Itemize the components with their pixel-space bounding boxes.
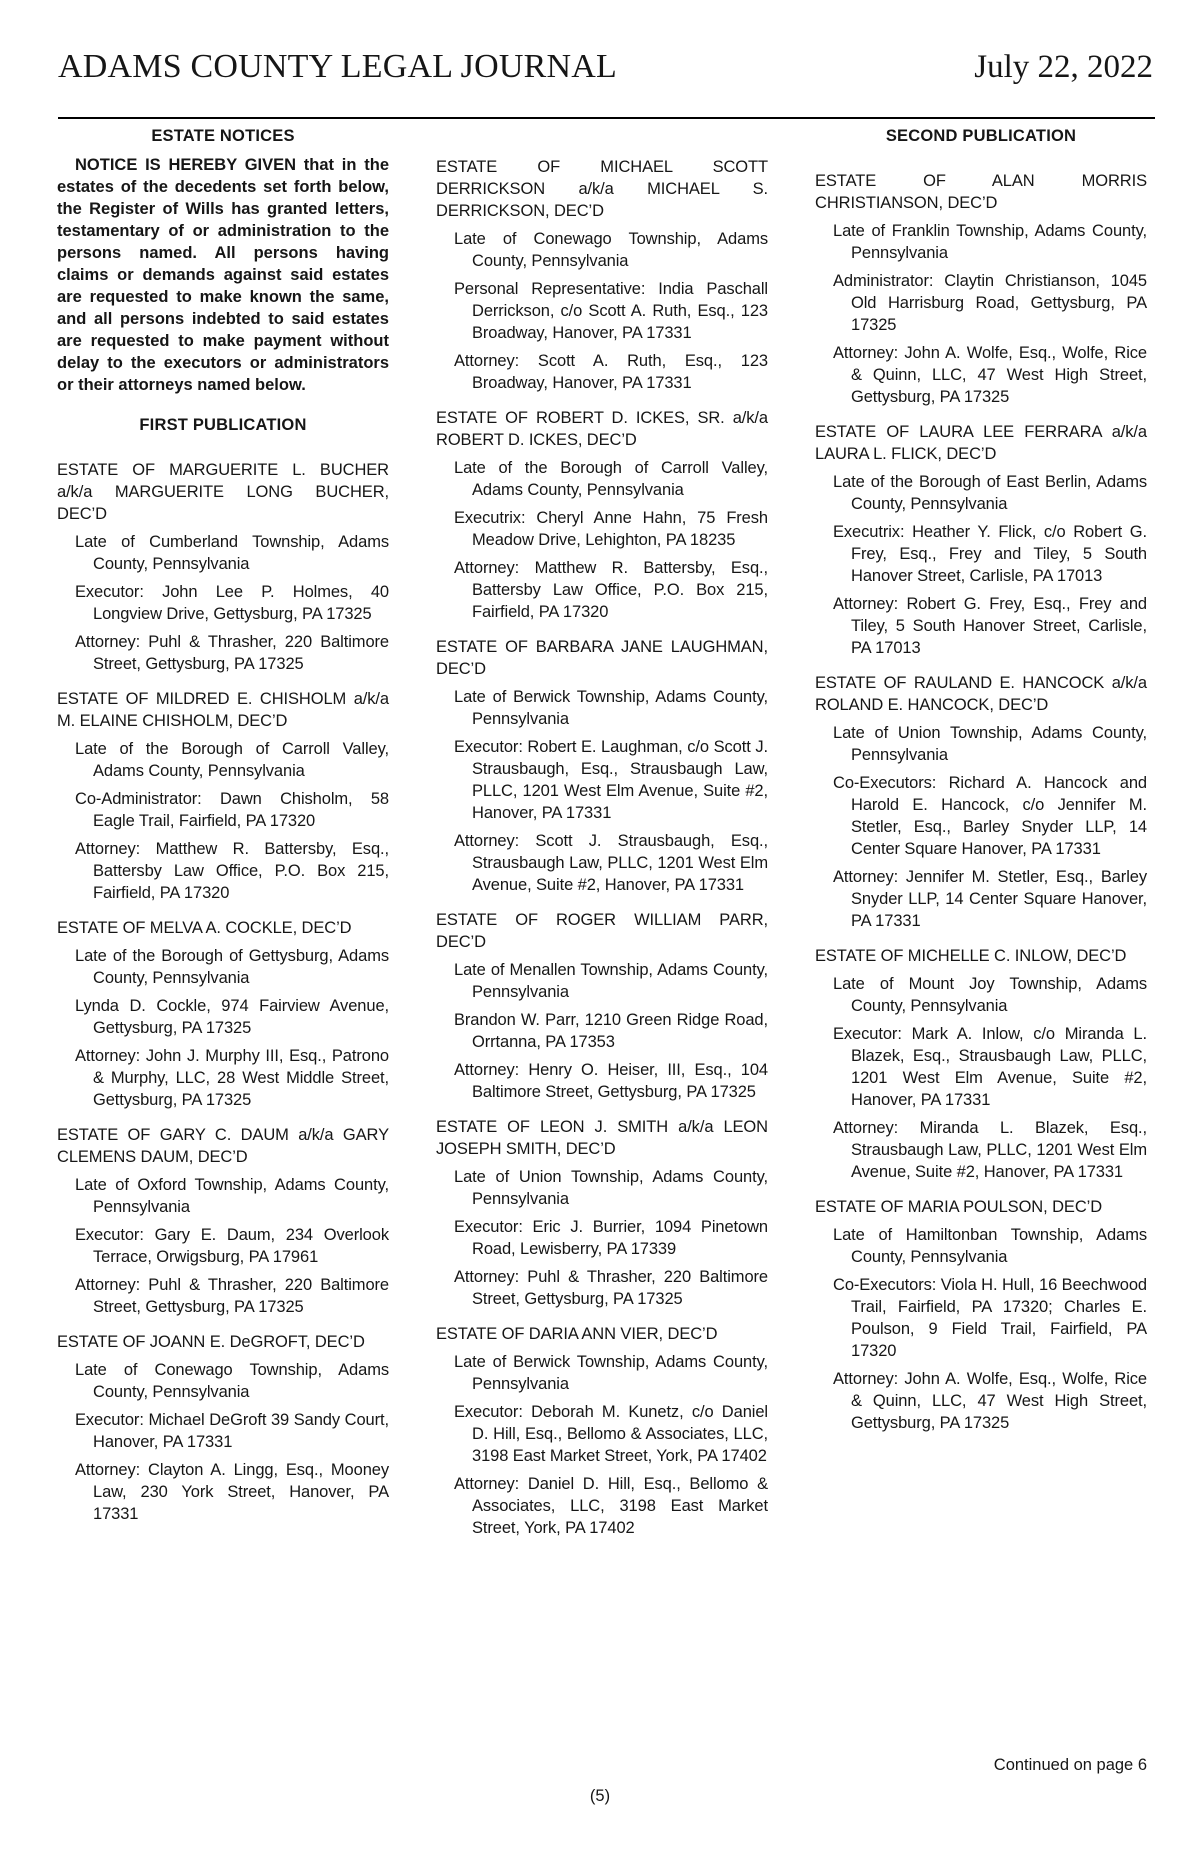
estate-detail: Late of Menallen Township, Adams County, Pennsylvania	[454, 961, 768, 1001]
estate-detail: Attorney: Miranda L. Blazek, Esq., Strausbaugh Law, PLLC, 1201 West Elm Avenue, Suite #2, Hanover, PA 17331	[833, 1119, 1147, 1181]
estate-detail: Attorney: John A. Wolfe, Esq., Wolfe, Rice & Quinn, LLC, 47 West High Street, Gettysburg, PA 17325	[833, 344, 1147, 406]
estate-detail: Attorney: Jennifer M. Stetler, Esq., Barley Snyder LLP, 14 Center Square Hanover, PA 17331	[833, 868, 1147, 930]
estate-detail: Attorney: Scott A. Ruth, Esq., 123 Broadway, Hanover, PA 17331	[454, 352, 768, 392]
estate-detail: Late of Berwick Township, Adams County, Pennsylvania	[454, 1353, 768, 1393]
estate-detail: Executor: Michael DeGroft 39 Sandy Court, Hanover, PA 17331	[75, 1411, 389, 1451]
estate-title: ESTATE OF JOANN E. DeGROFT, DEC’D	[57, 1333, 365, 1351]
estate-notice	[815, 659, 1147, 932]
estate-detail: Attorney: Robert G. Frey, Esq., Frey and Tiley, 5 South Hanover Street, Carlisle, PA 17013	[833, 595, 1147, 657]
estate-detail: Attorney: Matthew R. Battersby, Esq., Battersby Law Office, P.O. Box 215, Fairfield, PA 17320	[75, 840, 389, 902]
estate-notice	[815, 408, 1147, 659]
estate-notice	[57, 904, 389, 1111]
estate-notice	[436, 394, 768, 623]
estate-detail: Executor: Mark A. Inlow, c/o Miranda L. Blazek, Esq., Strausbaugh Law, PLLC, 1201 West Elm Avenue, Suite #2, Hanover, PA 17331	[833, 1025, 1147, 1109]
estate-title: ESTATE OF ROGER WILLIAM PARR, DEC’D	[436, 911, 768, 951]
page-number: (5)	[589, 1787, 611, 1805]
journal-title: ADAMS COUNTY LEGAL JOURNAL	[58, 48, 617, 85]
estate-detail: Late of Conewago Township, Adams County, Pennsylvania	[75, 1361, 389, 1401]
estate-title: ESTATE OF MICHELLE C. INLOW, DEC’D	[815, 947, 1127, 965]
estate-notice	[436, 1310, 768, 1539]
estate-detail: Co-Executors: Richard A. Hancock and Harold E. Hancock, c/o Jennifer M. Stetler, Esq., Barley Snyder LLP, 14 Center Square Hanover, PA 17331	[833, 774, 1147, 858]
estate-detail: Late of Franklin Township, Adams County, Pennsylvania	[833, 222, 1147, 262]
estate-notices-intro: NOTICE IS HEREBY GIVEN that in the estates of the decedents set forth below, the Register of Wills has granted letters, testamentary of or administration to the persons named. All persons having claims or demands against said estates are requested to make known the same, and all persons indebted to said estates are requested to make payment without delay to the executors or administrators or their attorneys named below.	[57, 156, 389, 394]
estate-notice	[815, 157, 1147, 408]
estate-detail: Attorney: Daniel D. Hill, Esq., Bellomo & Associates, LLC, 3198 East Market Street, York, PA 17402	[454, 1475, 768, 1537]
estate-notice	[436, 623, 768, 896]
estate-detail: Executor: John Lee P. Holmes, 40 Longview Drive, Gettysburg, PA 17325	[75, 583, 389, 623]
estate-detail: Late of Oxford Township, Adams County, Pennsylvania	[75, 1176, 389, 1216]
estate-title: ESTATE OF MICHAEL SCOTT DERRICKSON a/k/a MICHAEL S. DERRICKSON, DEC’D	[436, 158, 768, 220]
masthead	[58, 48, 1153, 86]
estate-detail: Late of Union Township, Adams County, Pennsylvania	[833, 724, 1147, 764]
estate-detail: Brandon W. Parr, 1210 Green Ridge Road, Orrtanna, PA 17353	[454, 1011, 768, 1051]
estate-detail: Late of the Borough of East Berlin, Adams County, Pennsylvania	[833, 473, 1147, 513]
estate-title: ESTATE OF GARY C. DAUM a/k/a GARY CLEMENS DAUM, DEC’D	[57, 1126, 389, 1166]
estate-title: ESTATE OF ALAN MORRIS CHRISTIANSON, DEC’D	[815, 172, 1147, 212]
estate-detail: Lynda D. Cockle, 974 Fairview Avenue, Gettysburg, PA 17325	[75, 997, 389, 1037]
estate-detail: Administrator: Claytin Christianson, 1045 Old Harrisburg Road, Gettysburg, PA 17325	[833, 272, 1147, 334]
estate-notice	[436, 1103, 768, 1310]
estate-title: ESTATE OF DARIA ANN VIER, DEC’D	[436, 1325, 718, 1343]
estate-notice	[57, 1318, 389, 1525]
estate-title: ESTATE OF LEON J. SMITH a/k/a LEON JOSEPH SMITH, DEC’D	[436, 1118, 768, 1158]
estate-detail: Executrix: Heather Y. Flick, c/o Robert G. Frey, Esq., Frey and Tiley, 5 South Hanover Street, Carlisle, PA 17013	[833, 523, 1147, 585]
estate-title: ESTATE OF LAURA LEE FERRARA a/k/a LAURA L. FLICK, DEC’D	[815, 423, 1147, 463]
estate-detail: Attorney: Henry O. Heiser, III, Esq., 104 Baltimore Street, Gettysburg, PA 17325	[454, 1061, 768, 1101]
publication-section-heading: ESTATE NOTICES	[151, 127, 295, 145]
estate-title: ESTATE OF MELVA A. COCKLE, DEC’D	[57, 919, 352, 937]
estate-title: ESTATE OF MILDRED E. CHISHOLM a/k/a M. ELAINE CHISHOLM, DEC’D	[57, 690, 389, 730]
estate-detail: Personal Representative: India Paschall Derrickson, c/o Scott A. Ruth, Esq., 123 Broadway, Hanover, PA 17331	[454, 280, 768, 342]
continuation-note: Continued on page 6	[993, 1756, 1147, 1774]
estate-detail: Late of the Borough of Carroll Valley, Adams County, Pennsylvania	[75, 740, 389, 780]
publication-section-heading: SECOND PUBLICATION	[885, 127, 1077, 145]
estate-detail: Attorney: John J. Murphy III, Esq., Patrono & Murphy, LLC, 28 West Middle Street, Gettysburg, PA 17325	[75, 1047, 389, 1109]
estate-detail: Co-Administrator: Dawn Chisholm, 58 Eagle Trail, Fairfield, PA 17320	[75, 790, 389, 830]
estate-detail: Late of Hamiltonban Township, Adams County, Pennsylvania	[833, 1226, 1147, 1266]
masthead-divider-rule	[58, 117, 1155, 119]
estate-detail: Attorney: John A. Wolfe, Esq., Wolfe, Rice & Quinn, LLC, 47 West High Street, Gettysburg, PA 17325	[833, 1370, 1147, 1432]
estate-detail: Late of Conewago Township, Adams County, Pennsylvania	[454, 230, 768, 270]
estate-detail: Co-Executors: Viola H. Hull, 16 Beechwood Trail, Fairfield, PA 17320; Charles E. Poulson, 9 Field Trail, Fairfield, PA 17320	[833, 1276, 1147, 1360]
estate-detail: Late of the Borough of Carroll Valley, Adams County, Pennsylvania	[454, 459, 768, 499]
estate-notice	[57, 675, 389, 904]
publication-section-heading: FIRST PUBLICATION	[139, 416, 307, 434]
estate-detail: Executor: Robert E. Laughman, c/o Scott J. Strausbaugh, Esq., Strausbaugh Law, PLLC, 1201 West Elm Avenue, Suite #2, Hanover, PA 17331	[454, 738, 768, 822]
estate-detail: Attorney: Puhl & Thrasher, 220 Baltimore Street, Gettysburg, PA 17325	[454, 1268, 768, 1308]
estate-detail: Attorney: Matthew R. Battersby, Esq., Battersby Law Office, P.O. Box 215, Fairfield, PA 17320	[454, 559, 768, 621]
estate-notice	[57, 446, 389, 675]
estate-title: ESTATE OF RAULAND E. HANCOCK a/k/a ROLAND E. HANCOCK, DEC’D	[815, 674, 1147, 714]
estate-detail: Late of Cumberland Township, Adams County, Pennsylvania	[75, 533, 389, 573]
estate-notice	[57, 1111, 389, 1318]
estate-detail: Attorney: Scott J. Strausbaugh, Esq., Strausbaugh Law, PLLC, 1201 West Elm Avenue, Suite #2, Hanover, PA 17331	[454, 832, 768, 894]
estate-title: ESTATE OF MARGUERITE L. BUCHER a/k/a MARGUERITE LONG BUCHER, DEC’D	[57, 461, 389, 523]
column-second-publication	[815, 123, 1147, 1539]
estate-notice	[815, 1183, 1147, 1434]
estate-notice	[436, 143, 768, 394]
estate-detail: Executor: Eric J. Burrier, 1094 Pinetown Road, Lewisberry, PA 17339	[454, 1218, 768, 1258]
estate-detail: Attorney: Clayton A. Lingg, Esq., Mooney Law, 230 York Street, Hanover, PA 17331	[75, 1461, 389, 1523]
column-first-publication-left	[57, 123, 389, 1539]
notice-columns	[57, 123, 1149, 1539]
estate-notice	[436, 896, 768, 1103]
estate-notice	[815, 932, 1147, 1183]
estate-title: ESTATE OF MARIA POULSON, DEC’D	[815, 1198, 1103, 1216]
estate-detail: Late of the Borough of Gettysburg, Adams County, Pennsylvania	[75, 947, 389, 987]
estate-title: ESTATE OF BARBARA JANE LAUGHMAN, DEC’D	[436, 638, 768, 678]
estate-detail: Executor: Gary E. Daum, 234 Overlook Terrace, Orwigsburg, PA 17961	[75, 1226, 389, 1266]
estate-detail: Late of Mount Joy Township, Adams County, Pennsylvania	[833, 975, 1147, 1015]
estate-detail: Late of Union Township, Adams County, Pennsylvania	[454, 1168, 768, 1208]
issue-date: July 22, 2022	[974, 49, 1153, 85]
estate-detail: Executrix: Cheryl Anne Hahn, 75 Fresh Meadow Drive, Lehighton, PA 18235	[454, 509, 768, 549]
estate-detail: Late of Berwick Township, Adams County, Pennsylvania	[454, 688, 768, 728]
estate-title: ESTATE OF ROBERT D. ICKES, SR. a/k/a ROBERT D. ICKES, DEC’D	[436, 409, 768, 449]
estate-detail: Attorney: Puhl & Thrasher, 220 Baltimore Street, Gettysburg, PA 17325	[75, 633, 389, 673]
column-first-publication-middle	[436, 123, 768, 1539]
estate-detail: Attorney: Puhl & Thrasher, 220 Baltimore Street, Gettysburg, PA 17325	[75, 1276, 389, 1316]
estate-detail: Executor: Deborah M. Kunetz, c/o Daniel D. Hill, Esq., Bellomo & Associates, LLC, 3198 East Market Street, York, PA 17402	[454, 1403, 768, 1465]
